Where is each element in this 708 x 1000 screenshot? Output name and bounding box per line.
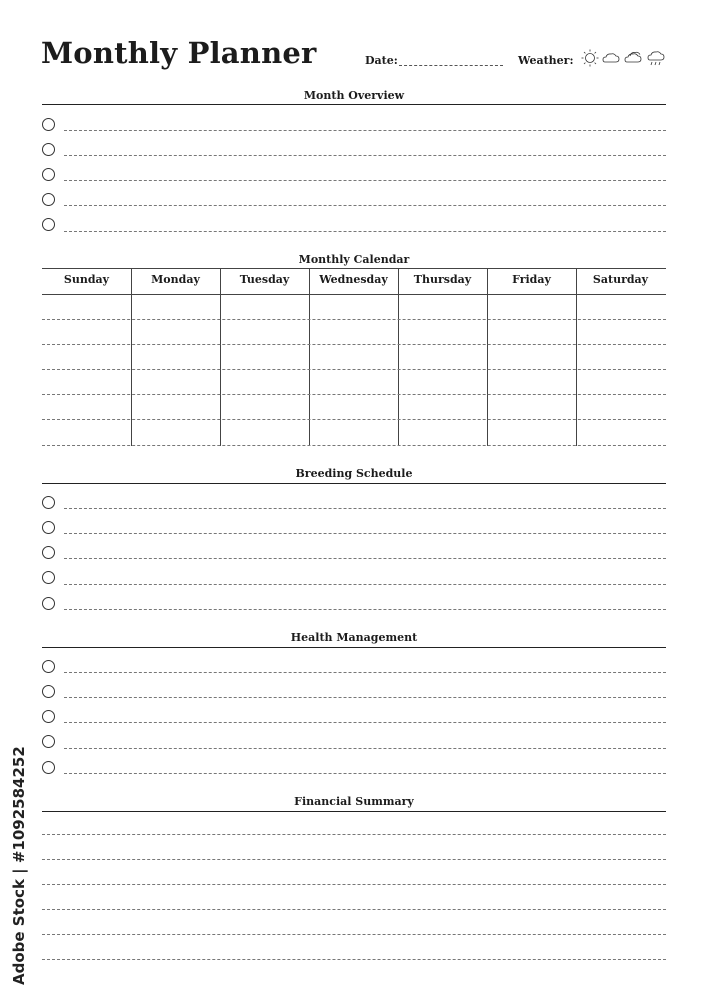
checkbox[interactable] xyxy=(42,571,55,584)
section-rule xyxy=(42,811,666,812)
day-header-thursday: Thursday xyxy=(413,273,472,286)
date-field[interactable] xyxy=(399,65,503,66)
section-title-month-overview: Month Overview xyxy=(303,89,405,102)
day-header-wednesday: Wednesday xyxy=(319,273,388,286)
section-rule xyxy=(42,483,666,484)
cloud-icon[interactable] xyxy=(603,54,619,62)
calendar-row-line[interactable] xyxy=(42,319,666,320)
checkbox[interactable] xyxy=(42,660,55,673)
writing-line[interactable] xyxy=(64,533,666,534)
checkbox[interactable] xyxy=(42,143,55,156)
writing-line[interactable] xyxy=(64,558,666,559)
date-label: Date: xyxy=(365,54,398,67)
checkbox[interactable] xyxy=(42,118,55,131)
weather-label: Weather: xyxy=(518,54,574,67)
writing-line[interactable] xyxy=(42,934,666,935)
writing-line[interactable] xyxy=(64,609,666,610)
writing-line[interactable] xyxy=(64,180,666,181)
stock-id-watermark: Adobe Stock | #1092584252 xyxy=(10,746,28,985)
calendar-header-rule xyxy=(42,294,666,295)
section-title-health-management: Health Management xyxy=(290,631,418,644)
checkbox[interactable] xyxy=(42,735,55,748)
checkbox[interactable] xyxy=(42,597,55,610)
writing-line[interactable] xyxy=(64,130,666,131)
checkbox[interactable] xyxy=(42,496,55,509)
checkbox[interactable] xyxy=(42,546,55,559)
day-header-saturday: Saturday xyxy=(592,273,649,286)
calendar-row-line[interactable] xyxy=(42,369,666,370)
section-title-financial-summary: Financial Summary xyxy=(294,795,414,808)
weather-icons xyxy=(580,46,670,70)
writing-line[interactable] xyxy=(42,959,666,960)
calendar-row-line[interactable] xyxy=(42,445,666,446)
checkbox[interactable] xyxy=(42,521,55,534)
calendar-row-line[interactable] xyxy=(42,419,666,420)
checkbox[interactable] xyxy=(42,685,55,698)
day-header-tuesday: Tuesday xyxy=(239,273,290,286)
writing-line[interactable] xyxy=(64,773,666,774)
writing-line[interactable] xyxy=(64,722,666,723)
checkbox[interactable] xyxy=(42,218,55,231)
checkbox[interactable] xyxy=(42,193,55,206)
writing-line[interactable] xyxy=(42,909,666,910)
page-title: Monthly Planner xyxy=(41,36,317,70)
writing-line[interactable] xyxy=(64,155,666,156)
section-title-monthly-calendar: Monthly Calendar xyxy=(298,253,410,266)
writing-line[interactable] xyxy=(64,672,666,673)
calendar-top-rule xyxy=(42,268,666,269)
writing-line[interactable] xyxy=(64,205,666,206)
checkbox[interactable] xyxy=(42,761,55,774)
writing-line[interactable] xyxy=(42,859,666,860)
writing-line[interactable] xyxy=(64,584,666,585)
writing-line[interactable] xyxy=(42,884,666,885)
checkbox[interactable] xyxy=(42,168,55,181)
sun-icon[interactable] xyxy=(582,50,599,67)
writing-line[interactable] xyxy=(42,834,666,835)
writing-line[interactable] xyxy=(64,231,666,232)
day-header-monday: Monday xyxy=(151,273,200,286)
calendar-row-line[interactable] xyxy=(42,344,666,345)
section-rule xyxy=(42,104,666,105)
writing-line[interactable] xyxy=(64,748,666,749)
writing-line[interactable] xyxy=(64,508,666,509)
cloudy-icon[interactable] xyxy=(625,52,641,62)
section-title-breeding-schedule: Breeding Schedule xyxy=(295,467,413,480)
calendar-grid xyxy=(42,268,666,446)
writing-line[interactable] xyxy=(64,697,666,698)
day-header-sunday: Sunday xyxy=(63,273,110,286)
checkbox[interactable] xyxy=(42,710,55,723)
calendar-row-line[interactable] xyxy=(42,394,666,395)
section-rule xyxy=(42,647,666,648)
rain-icon[interactable] xyxy=(648,52,664,65)
day-header-friday: Friday xyxy=(512,273,551,286)
